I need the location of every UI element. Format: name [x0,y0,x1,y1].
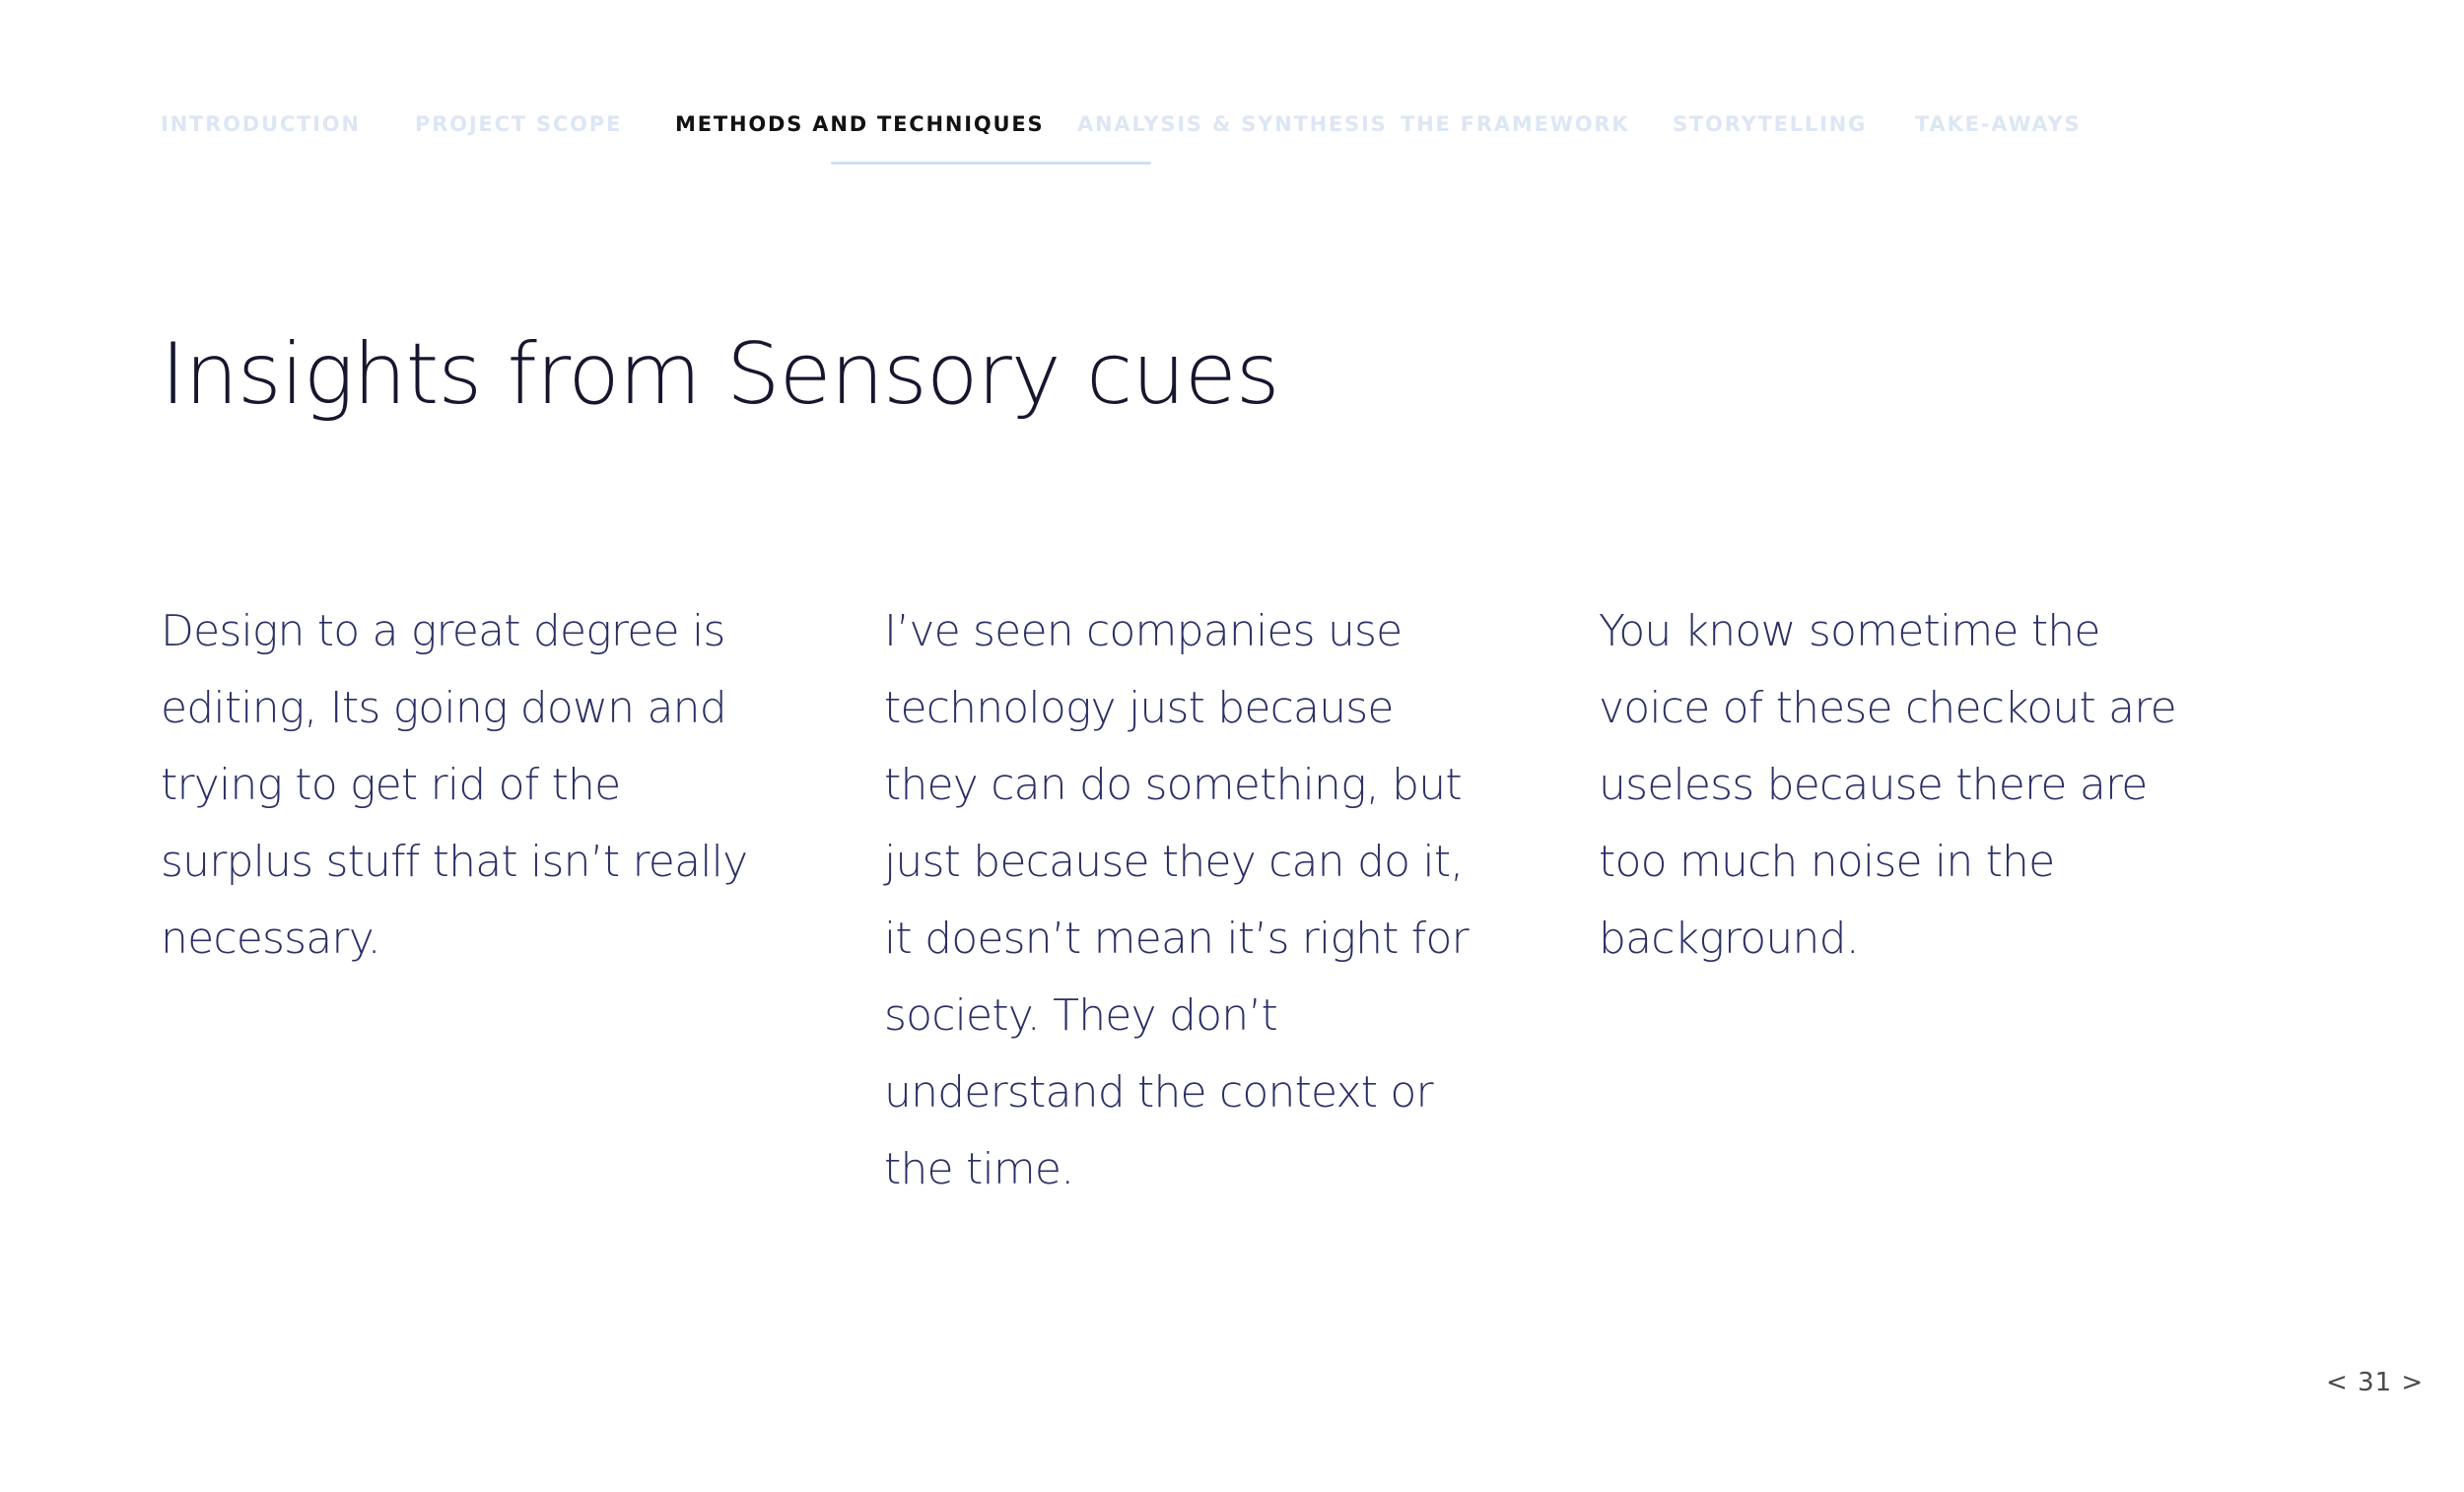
page-number: 31 [2358,1368,2393,1397]
next-page-button[interactable]: > [2401,1368,2425,1397]
nav-tab-storytelling[interactable]: STORYTELLING [1673,112,1868,136]
quote-column-1: Design to a great degree is editing, Its going down and trying to get rid of the surplus stuff that isn’t really necessary. [161,606,748,964]
section-nav [161,112,2329,171]
nav-tab-methods-and-techniques[interactable]: METHODS AND TECHNIQUES [675,112,1045,136]
page-pager [2326,1368,2424,1397]
quote-column-3: You know sometime the voice of these checkout are useless because there are too much noise in the background. [1599,606,2176,964]
page-title: Insights from Sensory cues [161,325,1279,424]
nav-tab-project-scope[interactable]: PROJECT SCOPE [415,112,623,136]
nav-tab-the-framework[interactable]: THE FRAMEWORK [1401,112,1630,136]
nav-tab-take-aways[interactable]: TAKE-AWAYS [1915,112,2082,136]
previous-page-button[interactable]: < [2326,1368,2349,1397]
active-tab-indicator [831,162,1151,165]
nav-tab-introduction[interactable]: INTRODUCTION [161,112,361,136]
quote-column-2: I’ve seen companies use technology just because they can do something, but just because they can do it, it doesn’t mean it’s right for society. They don’t understand the context or the time. [884,606,1469,1194]
nav-tab-analysis-synthesis[interactable]: ANALYSIS & SYNTHESIS [1077,112,1388,136]
